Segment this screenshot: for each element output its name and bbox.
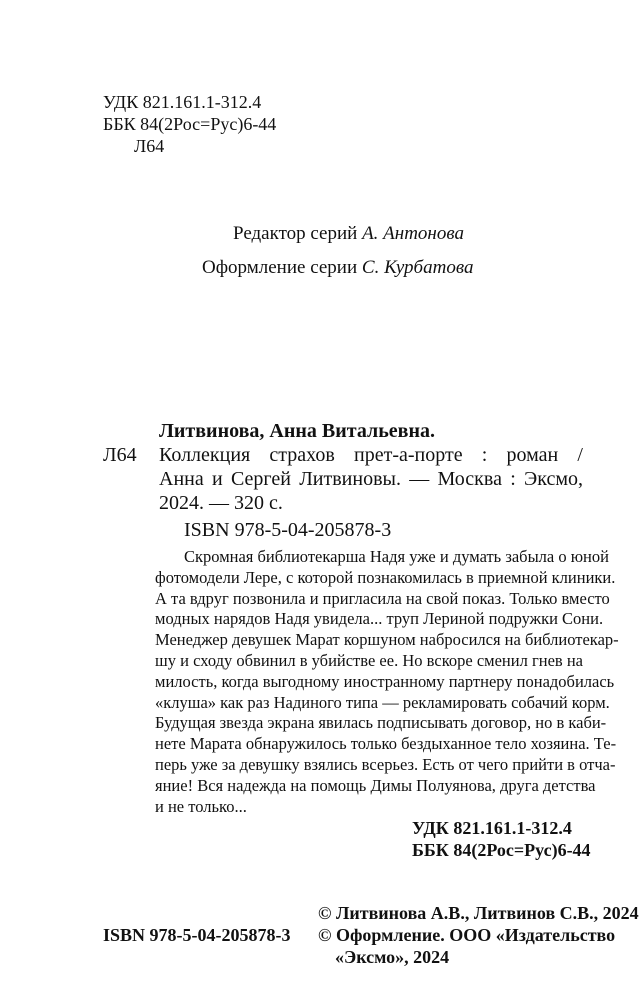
annotation-line: шу и сходу обвинил в убийстве ее. Но вскоре сменил гнев на [155, 650, 583, 670]
catalog-author-mark: Л64 [103, 444, 137, 466]
annotation-line: Будущая звезда экрана явилась подписывать договор, но в каби- [155, 713, 607, 733]
udk-code-top: УДК 821.161.1-312.4 [103, 92, 262, 112]
udk-code-bottom: УДК 821.161.1-312.4 [412, 818, 572, 838]
annotation [155, 547, 619, 817]
bbk-code-top: ББК 84(2Рос=Рус)6-44 [103, 114, 277, 134]
series-design-label: Оформление серии [202, 257, 358, 278]
footer-isbn: ISBN 978-5-04-205878-3 [103, 925, 291, 945]
annotation-line: модных нарядов Надя увидела... труп Лериной подружки Сони. [155, 609, 604, 629]
annotation-line: Скромная библиотекарша Надя уже и думать забыла о юной [184, 547, 609, 566]
annotation-line: фотомодели Лере, с которой познакомилась в приемной клиники. [155, 567, 616, 587]
annotation-line: яние! Вся надежда на помощь Димы Полуянова, друга детства [155, 775, 596, 795]
catalog-description-line-1: Коллекция страхов прет-а-порте : роман / [159, 444, 583, 466]
annotation-line: перь уже за девушку взялись всерьез. Есть от чего прийти в отча- [155, 754, 616, 774]
annotation-line: и не только... [155, 796, 247, 816]
series-editor-name: А. Антонова [362, 223, 464, 244]
catalog-author-heading: Литвинова, Анна Витальевна. [159, 420, 435, 442]
annotation-line: А та вдруг позвонила и пригласила на свой показ. Только вместо [155, 588, 610, 608]
author-mark-top: Л64 [134, 136, 165, 156]
annotation-line: милость, когда выгодному иностранному партнеру понадобилась [155, 671, 615, 691]
catalog-isbn: ISBN 978-5-04-205878-3 [184, 519, 392, 541]
annotation-line: «клуша» как раз Надиного типа — рекламировать собачий корм. [155, 692, 610, 712]
copyright-line-3: «Эксмо», 2024 [335, 947, 450, 967]
series-design-line [202, 257, 473, 279]
catalog-description-line-3: 2024. — 320 с. [159, 492, 283, 514]
copyright-line-1: © Литвинова А.В., Литвинов С.В., 2024 [318, 903, 639, 923]
copyright-line-2: © Оформление. ООО «Издательство [318, 925, 616, 945]
bbk-code-bottom: ББК 84(2Рос=Рус)6-44 [412, 840, 591, 860]
annotation-line: нете Марата обнаружилось только бездыханное тело хозяина. Те- [155, 734, 617, 754]
series-editor-line [233, 223, 464, 245]
annotation-line: Менеджер девушек Марат коршуном набросился на библиотекар- [155, 630, 619, 650]
catalog-description-line-2: Анна и Сергей Литвиновы. — Москва : Эксмо, [159, 468, 583, 490]
series-editor-label: Редактор серий [233, 223, 358, 244]
series-design-name: С. Курбатова [361, 257, 474, 278]
